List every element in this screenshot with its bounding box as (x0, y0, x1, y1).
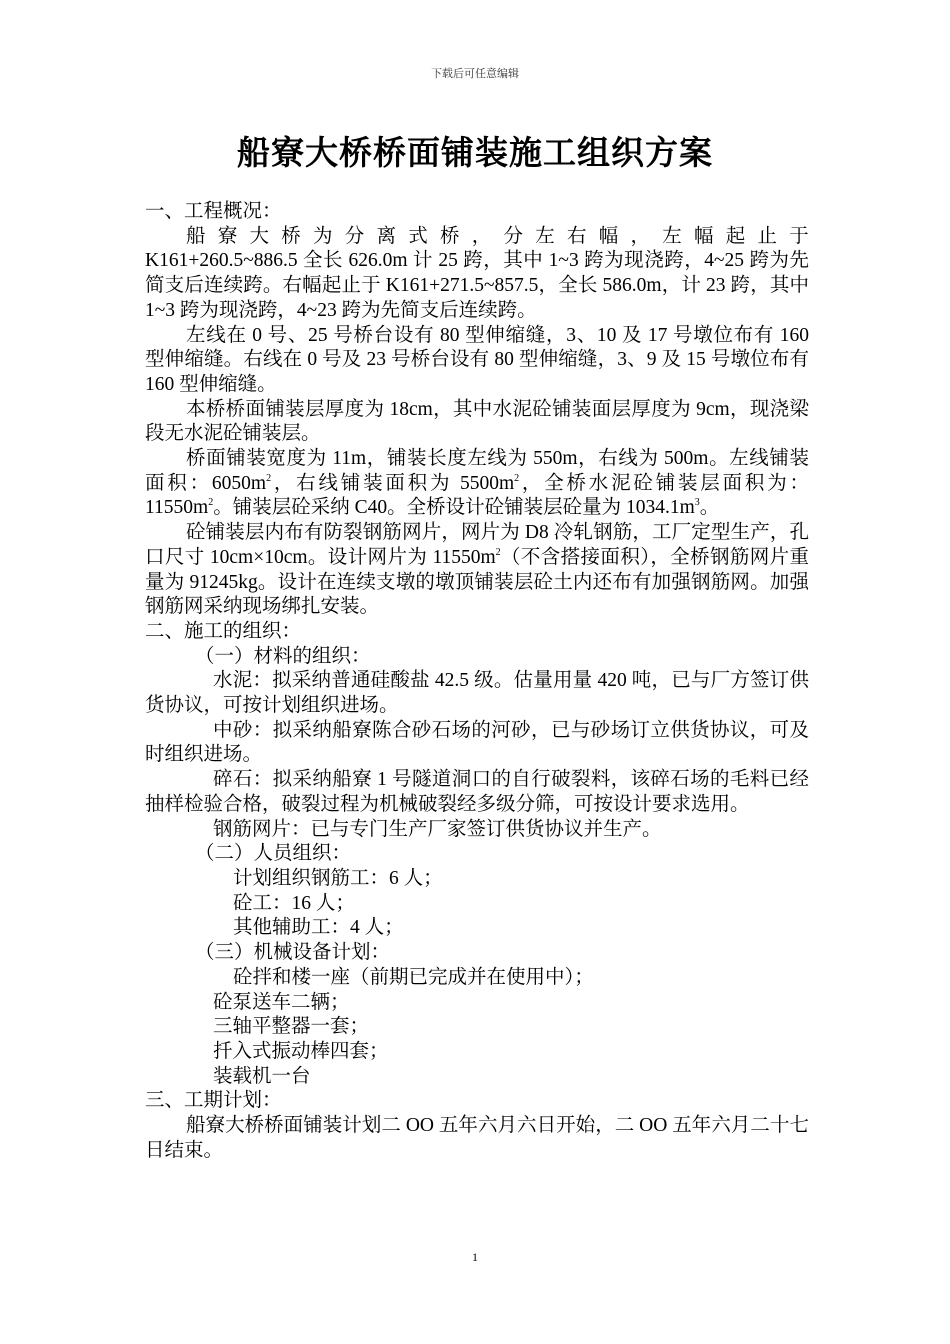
paragraph: 船寮大桥桥面铺装计划二 OO 五年六月六日开始，二 OO 五年六月二十七日结束。 (145, 1115, 809, 1161)
paragraph: 左线在 0 号、25 号桥台设有 80 型伸缩缝，3、10 及 17 号墩位布有 160 型伸缩缝。右线在 0 号及 23 号桥台设有 80 型伸缩缝，3、9 及 15 号墩位布有 160 型伸缩缝。 (145, 324, 809, 395)
list-item: 其他辅助工：4 人； (233, 917, 404, 939)
section-heading: 三、工期计划： (145, 1090, 282, 1112)
paragraph: 砼铺装层内布有防裂钢筋网片，网片为 D8 冷轧钢筋，工厂定型生产，孔口尺寸 10cm×10cm。设计网片为 $11550m^2$（不含搭接面积），全桥钢筋网片重量为 91245kg。设计在连续支墩的墩顶铺装层砼土内还布有加强钢筋网。加强钢筋网采纳现场绑扎安装。 (145, 522, 809, 618)
list-item: 三轴平整器一套； (213, 1016, 370, 1038)
paragraph: 碎石：拟采纳船寮 1 号隧道洞口的自行破裂料，该碎石场的毛料已经抽样检验合格，破裂过程为机械破裂经多级分筛，可按设计要求选用。 (145, 769, 809, 815)
list-item: 扦入式振动棒四套； (213, 1040, 389, 1062)
section-heading: 二、施工的组织： (145, 620, 302, 642)
paragraph: 桥面铺装宽度为 11m，铺装长度左线为 550m，右线为 500m。左线铺装面积：$6050m^2$，右线铺装面积为 $5500m^2$，全桥水泥砼铺装层面积为：$11550m^2$。铺装层砼采纳 C40。全桥设计砼铺装层砼量为 $1034.1m^3$。 (145, 448, 809, 519)
document-body (145, 200, 809, 1163)
subsection-heading: （二）人员组织： (195, 843, 352, 865)
document-title: 船寮大桥桥面铺装施工组织方案 (237, 133, 713, 172)
subsection-heading: （三）机械设备计划： (195, 942, 391, 964)
paragraph: 水泥：拟采纳普通硅酸盐 42.5 级。估量用量 420 吨，已与厂方签订供货协议，可按计划组织进场。 (145, 670, 809, 717)
page-number: 1 (472, 1250, 478, 1264)
list-item: 装载机一台 (213, 1065, 311, 1087)
list-item: 砼拌和楼一座（前期已完成并在使用中）； (233, 966, 594, 988)
list-item: 计划组织钢筋工：6 人； (233, 867, 443, 889)
page-header: 下载后可任意编辑 (431, 67, 519, 80)
paragraph: K161+260.5~886.5 全长 626.0m 计 25 跨，其中 1~3 跨为现浇跨，4~25 跨为先简支后连续跨。右幅起止于 K161+271.5~857.5，全长 586.0m，计 23 跨，其中 1~3 跨为现浇跨，4~23 跨为先简支后连续跨。 (145, 250, 809, 321)
section-heading: 一、工程概况： (145, 201, 282, 222)
subsection-heading: （一）材料的组织： (195, 645, 371, 667)
paragraph: 钢筋网片：已与专门生产厂家签订供货协议并生产。 (213, 818, 662, 840)
list-item: 砼泵送车二辆； (213, 991, 350, 1013)
paragraph: 船寮大桥为分离式桥，分左右幅，左幅起止于 (186, 225, 809, 247)
list-item: 砼工：16 人； (233, 892, 355, 914)
paragraph: 本桥桥面铺装层厚度为 18cm，其中水泥砼铺装面层厚度为 9cm，现浇梁段无水泥砼铺装层。 (145, 398, 809, 445)
paragraph: 中砂：拟采纳船寮陈合砂石场的河砂，已与砂场订立供货协议，可及时组织进场。 (145, 719, 809, 766)
